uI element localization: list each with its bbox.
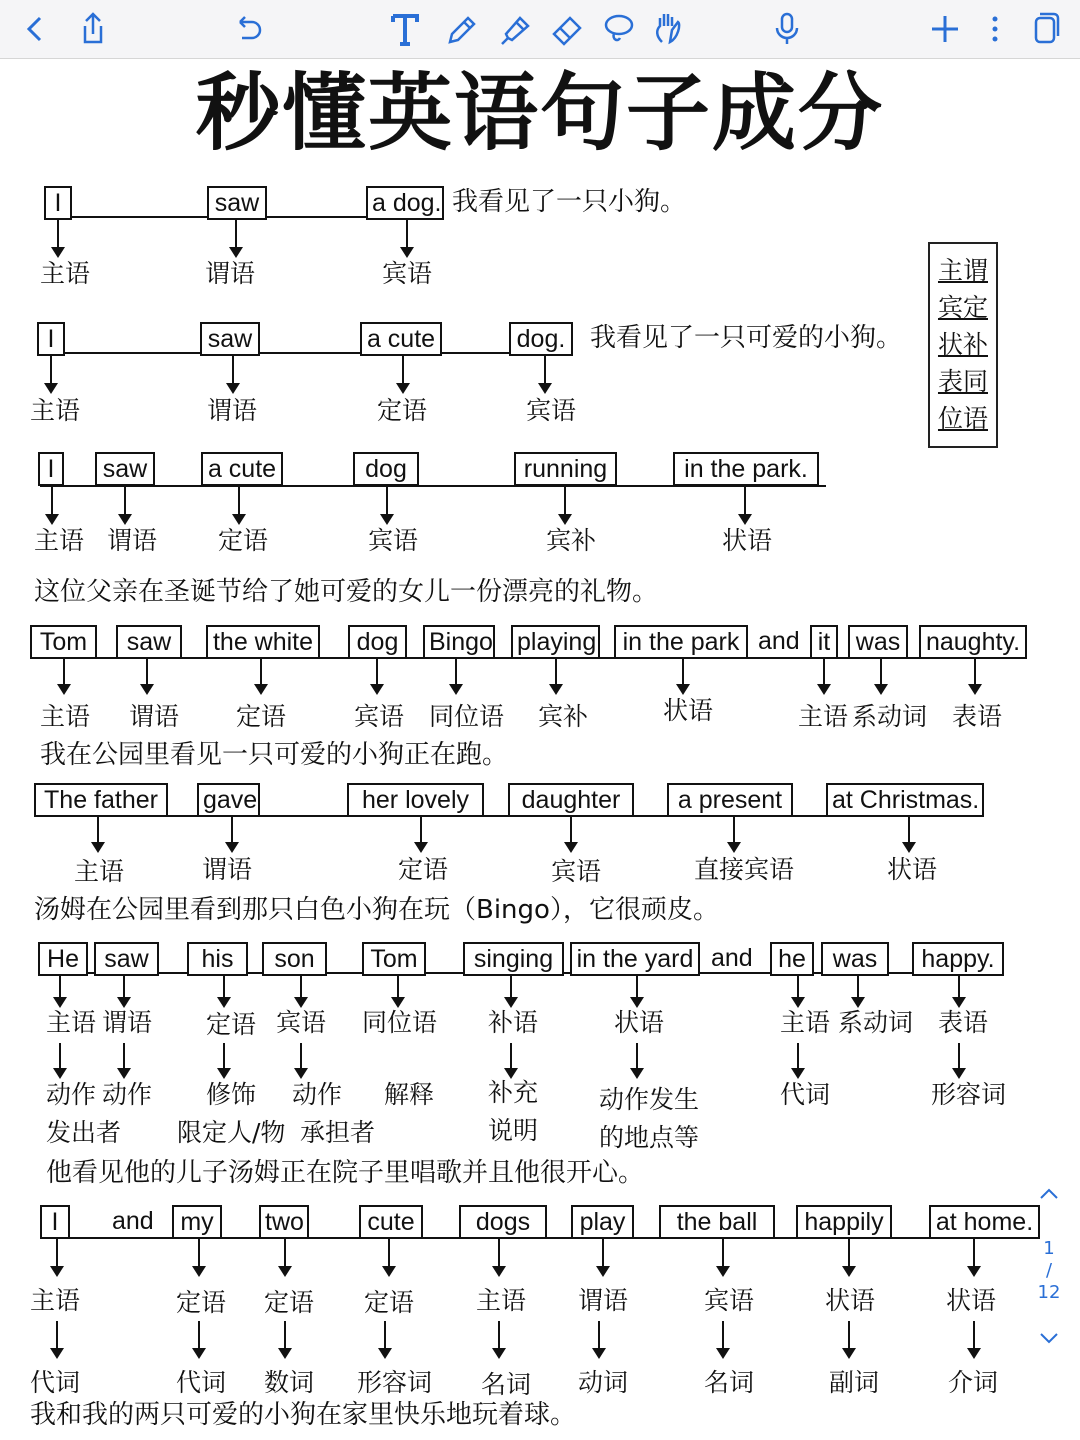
- arrow: [857, 974, 859, 1006]
- role-label: 主语: [40, 702, 91, 731]
- chevron-down-icon[interactable]: [1028, 1326, 1070, 1352]
- conjunction: and: [112, 1207, 154, 1235]
- chinese-translation: 我在公园里看见一只可爱的小狗正在跑。: [40, 740, 509, 770]
- arrow: [124, 487, 126, 523]
- pos-label: 代词: [176, 1368, 227, 1397]
- word-box: The father: [34, 783, 168, 817]
- arrow: [973, 1239, 975, 1275]
- legend-item: 主谓: [937, 256, 988, 285]
- word-box: in the park: [614, 625, 748, 659]
- role-label: 谓语: [102, 1008, 153, 1037]
- note-label: 的地点等: [599, 1123, 700, 1152]
- arrow: [555, 659, 557, 693]
- arrow: [636, 1043, 638, 1077]
- word-box: happily: [796, 1205, 892, 1239]
- role-label: 主语: [46, 1008, 97, 1037]
- word-box: playing: [511, 625, 600, 659]
- role-label: 主语: [34, 526, 85, 555]
- arrow: [56, 1321, 58, 1357]
- word-box: Bingo: [423, 625, 495, 659]
- role-label: 宾补: [538, 702, 589, 731]
- arrow: [848, 1321, 850, 1357]
- arrow: [238, 487, 240, 523]
- add-icon[interactable]: [924, 8, 966, 50]
- arrow: [146, 659, 148, 693]
- chinese-translation: 汤姆在公园里看到那只白色小狗在玩（Bingo），它很顽皮。: [34, 895, 719, 925]
- role-label: 主语: [30, 1286, 81, 1315]
- share-icon[interactable]: [72, 8, 114, 50]
- role-label: 定语: [364, 1288, 415, 1317]
- lasso-icon[interactable]: [598, 8, 640, 50]
- legend-item: 状补: [937, 330, 988, 359]
- arrow: [123, 1043, 125, 1077]
- word-box: play: [571, 1205, 634, 1239]
- note-label: 形容词: [931, 1080, 1007, 1109]
- arrow: [510, 974, 512, 1006]
- arrow: [510, 1043, 512, 1077]
- word-box: cute: [359, 1205, 423, 1239]
- word-box: saw: [200, 322, 260, 356]
- arrow: [564, 487, 566, 523]
- pos-label: 动词: [578, 1368, 629, 1397]
- word-box: my: [172, 1205, 222, 1239]
- word-box: naughty.: [919, 625, 1027, 659]
- role-label: 表语: [952, 702, 1003, 731]
- arrow: [51, 487, 53, 523]
- arrow: [598, 1321, 600, 1357]
- word-box: two: [259, 1205, 309, 1239]
- pos-label: 介词: [948, 1368, 999, 1397]
- arrow: [722, 1239, 724, 1275]
- legend-item: 宾定: [937, 293, 988, 322]
- chinese-translation: 我和我的两只可爱的小狗在家里快乐地玩着球。: [30, 1400, 577, 1430]
- arrow: [797, 974, 799, 1006]
- role-label: 主语: [74, 857, 125, 886]
- chinese-translation: 我看见了一只可爱的小狗。: [590, 323, 903, 353]
- word-box: running: [514, 452, 617, 486]
- more-icon[interactable]: [974, 8, 1016, 50]
- role-label: 定语: [264, 1288, 315, 1317]
- word-box: it: [810, 625, 838, 659]
- word-box: a cute: [201, 452, 283, 486]
- page-title: 秒懂英语句子成分: [195, 64, 884, 162]
- arrow: [974, 659, 976, 693]
- note-label: 承担者: [300, 1118, 376, 1147]
- role-label: 状语: [825, 1286, 876, 1315]
- arrow: [973, 1321, 975, 1357]
- note-label: 发出者: [46, 1118, 122, 1147]
- role-label: 状语: [887, 855, 938, 884]
- role-label: 主语: [476, 1286, 527, 1315]
- arrow: [636, 974, 638, 1006]
- role-label: 状语: [946, 1286, 997, 1315]
- role-label: 宾语: [368, 526, 419, 555]
- word-box: in the yard: [570, 942, 700, 976]
- pos-label: 数词: [264, 1368, 315, 1397]
- arrow: [59, 1043, 61, 1077]
- role-label: 同位语: [362, 1008, 438, 1037]
- word-box: son: [262, 942, 327, 976]
- arrow: [260, 659, 262, 693]
- legend-item: 表同: [937, 367, 988, 396]
- pages-icon[interactable]: [1024, 8, 1066, 50]
- arrow: [50, 354, 52, 392]
- role-label: 宾语: [276, 1008, 327, 1037]
- role-label: 谓语: [205, 259, 256, 288]
- word-box: He: [38, 942, 88, 976]
- word-box: a present: [667, 783, 793, 817]
- role-label: 谓语: [207, 396, 258, 425]
- role-label: 定语: [206, 1010, 257, 1039]
- role-label: 谓语: [578, 1286, 629, 1315]
- back-icon[interactable]: [14, 8, 56, 50]
- word-box: saw: [207, 186, 267, 220]
- role-label: 补语: [488, 1008, 539, 1037]
- word-box: he: [770, 942, 814, 976]
- role-label: 主语: [798, 702, 849, 731]
- note-label: 修饰: [206, 1080, 257, 1109]
- role-label: 状语: [614, 1008, 665, 1037]
- word-box: dog.: [509, 322, 573, 356]
- arrow: [300, 1043, 302, 1077]
- word-box: her lovely: [347, 783, 484, 817]
- arrow: [958, 1043, 960, 1077]
- role-label: 谓语: [202, 855, 253, 884]
- word-box: I: [40, 1205, 70, 1239]
- arrow: [223, 974, 225, 1006]
- arrow: [544, 354, 546, 392]
- pos-label: 形容词: [357, 1368, 433, 1397]
- role-label: 直接宾语: [694, 855, 795, 884]
- arrow: [823, 659, 825, 693]
- word-box: saw: [116, 625, 182, 659]
- arrow: [848, 1239, 850, 1275]
- arrow: [420, 817, 422, 851]
- role-label: 定语: [398, 855, 449, 884]
- arrow: [63, 659, 65, 693]
- arrow: [384, 1321, 386, 1357]
- word-box: in the park.: [673, 452, 819, 486]
- role-label: 定语: [236, 702, 287, 731]
- legend-item: 位语: [937, 404, 988, 433]
- undo-icon[interactable]: [228, 8, 270, 50]
- word-box: a dog.: [366, 186, 444, 220]
- role-label: 系动词: [838, 1008, 914, 1037]
- word-box: saw: [95, 452, 155, 486]
- word-box: at home.: [929, 1205, 1040, 1239]
- total-pages: 12: [1037, 1282, 1061, 1303]
- pen-icon[interactable]: [440, 8, 482, 50]
- arrow: [880, 659, 882, 693]
- word-box: happy.: [912, 942, 1004, 976]
- current-page: 1: [1043, 1238, 1055, 1259]
- role-label: 宾补: [546, 526, 597, 555]
- arrow: [498, 1321, 500, 1357]
- arrow: [397, 974, 399, 1006]
- word-box: a cute: [360, 322, 442, 356]
- microphone-icon[interactable]: [766, 8, 808, 50]
- word-box: his: [187, 942, 248, 976]
- eraser-icon[interactable]: [546, 8, 588, 50]
- hand-icon[interactable]: [648, 8, 690, 50]
- role-label: 状语: [663, 696, 714, 725]
- word-box: the white: [206, 625, 320, 659]
- arrow: [231, 817, 233, 851]
- conjunction: and: [758, 627, 800, 655]
- word-box: I: [38, 452, 64, 486]
- word-box: dogs: [459, 1205, 547, 1239]
- note-label: 动作: [292, 1080, 343, 1109]
- pos-label: 名词: [481, 1370, 532, 1399]
- note-label: 补充: [488, 1078, 539, 1107]
- arrow: [498, 1239, 500, 1275]
- pos-label: 副词: [829, 1368, 880, 1397]
- note-label: 解释: [384, 1080, 435, 1109]
- word-box: the ball: [659, 1205, 775, 1239]
- word-box: I: [37, 322, 65, 356]
- word-box: was: [821, 942, 889, 976]
- note-label: 代词: [780, 1080, 831, 1109]
- note-label: 动作: [102, 1080, 153, 1109]
- text-tool-icon[interactable]: [384, 8, 426, 50]
- word-box: at Christmas.: [826, 783, 984, 817]
- word-box: singing: [463, 942, 564, 976]
- role-label: 主语: [780, 1008, 831, 1037]
- word-box: I: [44, 186, 72, 220]
- word-box: dog: [348, 625, 407, 659]
- arrow: [570, 817, 572, 851]
- note-page: [0, 59, 1080, 1440]
- word-box: was: [848, 625, 908, 659]
- arrow: [284, 1321, 286, 1357]
- arrow: [602, 1239, 604, 1275]
- arrow: [300, 974, 302, 1006]
- word-box: saw: [94, 942, 159, 976]
- word-box: dog: [353, 452, 419, 486]
- note-label: 动作发生: [599, 1085, 700, 1114]
- role-label: 定语: [176, 1288, 227, 1317]
- chinese-translation: 这位父亲在圣诞节给了她可爱的女儿一份漂亮的礼物。: [34, 577, 659, 607]
- note-label: 动作: [46, 1080, 97, 1109]
- arrow: [123, 974, 125, 1006]
- word-box: gave: [197, 783, 260, 817]
- role-label: 谓语: [107, 526, 158, 555]
- arrow: [386, 487, 388, 523]
- arrow: [198, 1321, 200, 1357]
- sentence-line: [50, 352, 570, 354]
- arrow: [682, 659, 684, 693]
- note-label: 限定人/物: [177, 1118, 286, 1147]
- word-box: Tom: [30, 625, 97, 659]
- arrow: [232, 354, 234, 392]
- pos-label: 名词: [704, 1368, 755, 1397]
- role-label: 表语: [938, 1008, 989, 1037]
- arrow: [733, 817, 735, 851]
- word-box: daughter: [508, 783, 634, 817]
- role-label: 主语: [30, 396, 81, 425]
- role-label: 状语: [722, 526, 773, 555]
- role-label: 系动词: [852, 702, 928, 731]
- arrow: [235, 218, 237, 256]
- role-label: 宾语: [382, 259, 433, 288]
- role-label: 同位语: [429, 702, 505, 731]
- arrow: [958, 974, 960, 1006]
- arrow: [402, 354, 404, 392]
- arrow: [388, 1239, 390, 1275]
- note-label: 说明: [488, 1116, 539, 1145]
- legend-box: [928, 242, 998, 448]
- pos-label: 代词: [30, 1368, 81, 1397]
- arrow: [406, 218, 408, 256]
- role-label: 宾语: [551, 857, 602, 886]
- toolbar: [0, 0, 1080, 59]
- chinese-translation: 他看见他的儿子汤姆正在院子里唱歌并且他很开心。: [46, 1158, 645, 1188]
- arrow: [223, 1043, 225, 1077]
- arrow: [97, 817, 99, 851]
- arrow: [56, 1239, 58, 1275]
- arrow: [376, 659, 378, 693]
- arrow: [59, 974, 61, 1006]
- chevron-up-icon[interactable]: [1028, 1180, 1070, 1206]
- role-label: 宾语: [354, 702, 405, 731]
- role-label: 定语: [377, 396, 428, 425]
- arrow: [198, 1239, 200, 1275]
- conjunction: and: [711, 944, 753, 972]
- role-label: 定语: [218, 526, 269, 555]
- arrow: [455, 659, 457, 693]
- role-label: 宾语: [704, 1286, 755, 1315]
- chinese-translation: 我看见了一只小狗。: [452, 187, 687, 217]
- role-label: 谓语: [129, 702, 180, 731]
- arrow: [744, 487, 746, 523]
- arrow: [57, 218, 59, 256]
- word-box: Tom: [362, 942, 426, 976]
- arrow: [284, 1239, 286, 1275]
- page-separator: /: [1045, 1260, 1053, 1281]
- arrow: [797, 1043, 799, 1077]
- arrow: [722, 1321, 724, 1357]
- page-navigator: [1028, 1180, 1070, 1360]
- highlighter-icon[interactable]: [494, 8, 536, 50]
- role-label: 宾语: [526, 396, 577, 425]
- arrow: [908, 817, 910, 851]
- role-label: 主语: [40, 259, 91, 288]
